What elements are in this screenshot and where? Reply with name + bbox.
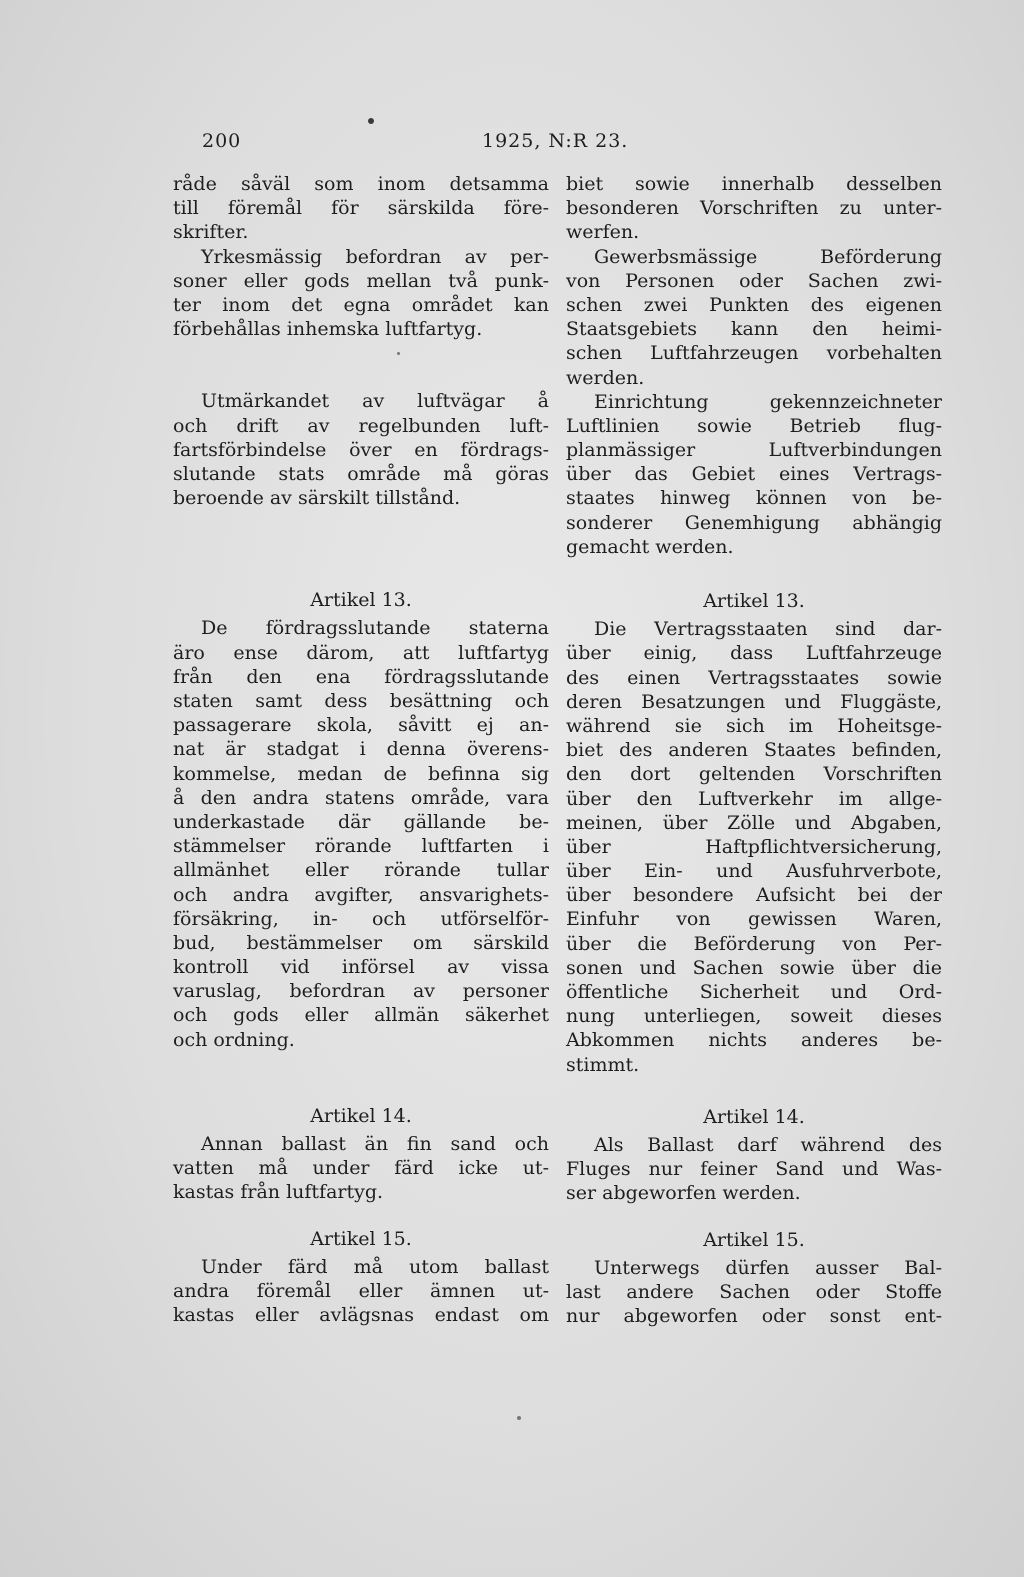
text-line: über die Beförderung von Per- bbox=[566, 932, 942, 955]
spacer bbox=[566, 559, 942, 589]
text-line: biet des anderen Staates befinden, bbox=[566, 739, 942, 762]
text-line: från den ena fördragsslutande bbox=[173, 665, 549, 688]
text-line: staten samt dess besättning och bbox=[173, 690, 549, 712]
paragraph bbox=[566, 172, 942, 245]
article-heading: Artikel 13. bbox=[310, 589, 412, 612]
text-line: von Personen oder Sachen zwi- bbox=[566, 269, 942, 292]
paragraph bbox=[173, 616, 549, 1051]
text-line: nur abgeworfen oder sonst ent- bbox=[566, 1305, 942, 1328]
text-line: last andere Sachen oder Stoffe bbox=[566, 1280, 942, 1303]
german-column bbox=[566, 172, 942, 1328]
text-line: des einen Vertragsstaates sowie bbox=[566, 666, 942, 689]
text-line: gemacht werden. bbox=[566, 535, 734, 558]
text-line: schen zwei Punkten des eigenen bbox=[566, 293, 942, 316]
running-head: 1925, N:R 23. bbox=[482, 130, 629, 152]
text-line: allmänhet eller rörande tullar bbox=[173, 859, 549, 882]
paragraph bbox=[566, 617, 942, 1077]
text-line: underkastade där gällande be- bbox=[173, 810, 549, 833]
paragraph bbox=[173, 1255, 549, 1328]
text-line: bud, bestämmelser om särskild bbox=[173, 931, 549, 954]
text-line: kastas eller avlägsnas endast om bbox=[173, 1304, 549, 1327]
spacer bbox=[566, 1206, 942, 1228]
text-line: och ordning. bbox=[173, 1028, 295, 1051]
text-line: nat är stadgat i denna överens- bbox=[173, 738, 549, 761]
paragraph bbox=[173, 1132, 549, 1205]
spacer bbox=[173, 1052, 549, 1104]
text-line: försäkring, in- och utförselför- bbox=[173, 907, 549, 930]
article-heading: Artikel 15. bbox=[703, 1228, 805, 1251]
text-line: å den andra statens område, vara bbox=[173, 786, 549, 809]
text-line: über Haftpflichtversicherung, bbox=[566, 835, 942, 858]
ink-speck bbox=[368, 118, 374, 124]
text-line: fartsförbindelse över en fördrags- bbox=[173, 438, 549, 461]
text-line: während sie sich im Hoheitsge- bbox=[566, 714, 942, 737]
text-line: biet sowie innerhalb desselben bbox=[566, 173, 942, 195]
text-line: öffentliche Sicherheit und Ord- bbox=[566, 981, 942, 1003]
text-line: äro ense därom, att luftfartyg bbox=[173, 641, 549, 664]
text-line: passagerare skola, såvitt ej an- bbox=[173, 714, 549, 737]
paragraph bbox=[566, 1133, 942, 1206]
paragraph bbox=[566, 1256, 942, 1329]
text-line: förbehållas inhemska luftfartyg. bbox=[173, 318, 483, 341]
text-line: råde såväl som inom detsamma bbox=[173, 173, 549, 195]
text-line: kastas från luftfartyg. bbox=[173, 1181, 384, 1204]
text-line: Gewerbsmässige Beförderung bbox=[594, 245, 942, 268]
text-line: besonderen Vorschriften zu unter- bbox=[566, 197, 942, 220]
text-line: De fördragsslutande staterna bbox=[201, 617, 549, 640]
text-line: ser abgeworfen werden. bbox=[566, 1182, 801, 1205]
text-line: Unterwegs dürfen ausser Bal- bbox=[594, 1256, 942, 1279]
text-line: werfen. bbox=[566, 221, 640, 244]
text-line: andra föremål eller ämnen ut- bbox=[173, 1279, 549, 1302]
text-line: Yrkesmässig befordran av per- bbox=[201, 245, 549, 268]
article-heading: Artikel 14. bbox=[310, 1104, 412, 1127]
paragraph bbox=[173, 245, 549, 342]
text-line: planmässiger Luftverbindungen bbox=[566, 439, 942, 462]
text-line: soner eller gods mellan två punk- bbox=[173, 269, 549, 292]
text-line: Luftlinien sowie Betrieb flug- bbox=[566, 414, 942, 437]
text-line: über das Gebiet eines Vertrags- bbox=[566, 463, 942, 486]
text-line: vatten må under färd icke ut- bbox=[173, 1157, 549, 1180]
text-line: werden. bbox=[566, 366, 645, 389]
text-line: Staatsgebiets kann den heimi- bbox=[566, 318, 942, 341]
text-line: Einfuhr von gewissen Waren, bbox=[566, 908, 942, 931]
page-number: 200 bbox=[202, 130, 242, 152]
text-line: Die Vertragsstaaten sind dar- bbox=[594, 618, 942, 641]
text-line: über einig, dass Luftfahrzeuge bbox=[566, 642, 942, 665]
text-line: varuslag, befordran av personer bbox=[173, 980, 549, 1003]
text-line: ter inom det egna området kan bbox=[173, 293, 549, 316]
article-heading: Artikel 13. bbox=[703, 590, 805, 612]
text-line: Abkommen nichts anderes be- bbox=[566, 1029, 942, 1052]
text-line: schen Luftfahrzeugen vorbehalten bbox=[566, 342, 942, 365]
text-line: sonen und Sachen sowie über die bbox=[566, 956, 942, 979]
text-line: slutande stats område må göras bbox=[173, 462, 549, 485]
text-line: och drift av regelbunden luft- bbox=[173, 414, 549, 437]
paragraph bbox=[566, 390, 942, 559]
text-line: beroende av särskilt tillstånd. bbox=[173, 487, 461, 510]
text-line: Als Ballast darf während des bbox=[594, 1133, 942, 1156]
text-line: Utmärkandet av luftvägar å bbox=[201, 390, 549, 413]
text-line: nung unterliegen, soweit dieses bbox=[566, 1005, 942, 1028]
text-line: stämmelser rörande luftfarten i bbox=[173, 835, 549, 858]
text-line: Einrichtung gekennzeichneter bbox=[594, 390, 942, 413]
text-line: über besondere Aufsicht bei der bbox=[566, 884, 942, 907]
text-line: über Ein- und Ausfuhrverbote, bbox=[566, 860, 942, 883]
ink-speck bbox=[517, 1416, 521, 1420]
text-line: Fluges nur feiner Sand und Was- bbox=[566, 1158, 942, 1181]
article-heading: Artikel 15. bbox=[310, 1227, 412, 1250]
text-line: staates hinweg können von be- bbox=[566, 487, 942, 510]
text-line: Annan ballast än fin sand och bbox=[201, 1133, 549, 1155]
page-header bbox=[0, 126, 1024, 158]
text-line: kontroll vid införsel av vissa bbox=[173, 956, 549, 979]
text-line: och andra avgifter, ansvarighets- bbox=[173, 883, 549, 906]
text-line: deren Besatzungen und Fluggäste, bbox=[566, 690, 942, 713]
spacer bbox=[173, 510, 549, 588]
text-line: meinen, über Zölle und Abgaben, bbox=[566, 811, 942, 834]
spacer bbox=[566, 1077, 942, 1105]
article-heading: Artikel 14. bbox=[703, 1105, 805, 1128]
text-line: den dort geltenden Vorschriften bbox=[566, 763, 942, 786]
text-line: kommelse, medan de befinna sig bbox=[173, 762, 549, 785]
text-line: sonderer Genemhigung abhängig bbox=[566, 511, 942, 534]
text-line: till föremål för särskilda före- bbox=[173, 197, 549, 220]
text-line: Under färd må utom ballast bbox=[201, 1255, 549, 1278]
paragraph bbox=[566, 245, 942, 390]
text-line: stimmt. bbox=[566, 1053, 640, 1076]
paragraph bbox=[173, 172, 549, 245]
paragraph bbox=[173, 389, 549, 510]
text-line: skrifter. bbox=[173, 221, 249, 244]
text-line: och gods eller allmän säkerhet bbox=[173, 1004, 549, 1027]
swedish-column bbox=[173, 172, 549, 1327]
spacer bbox=[173, 341, 549, 389]
text-line: über den Luftverkehr im allge- bbox=[566, 787, 942, 810]
spacer bbox=[173, 1205, 549, 1227]
